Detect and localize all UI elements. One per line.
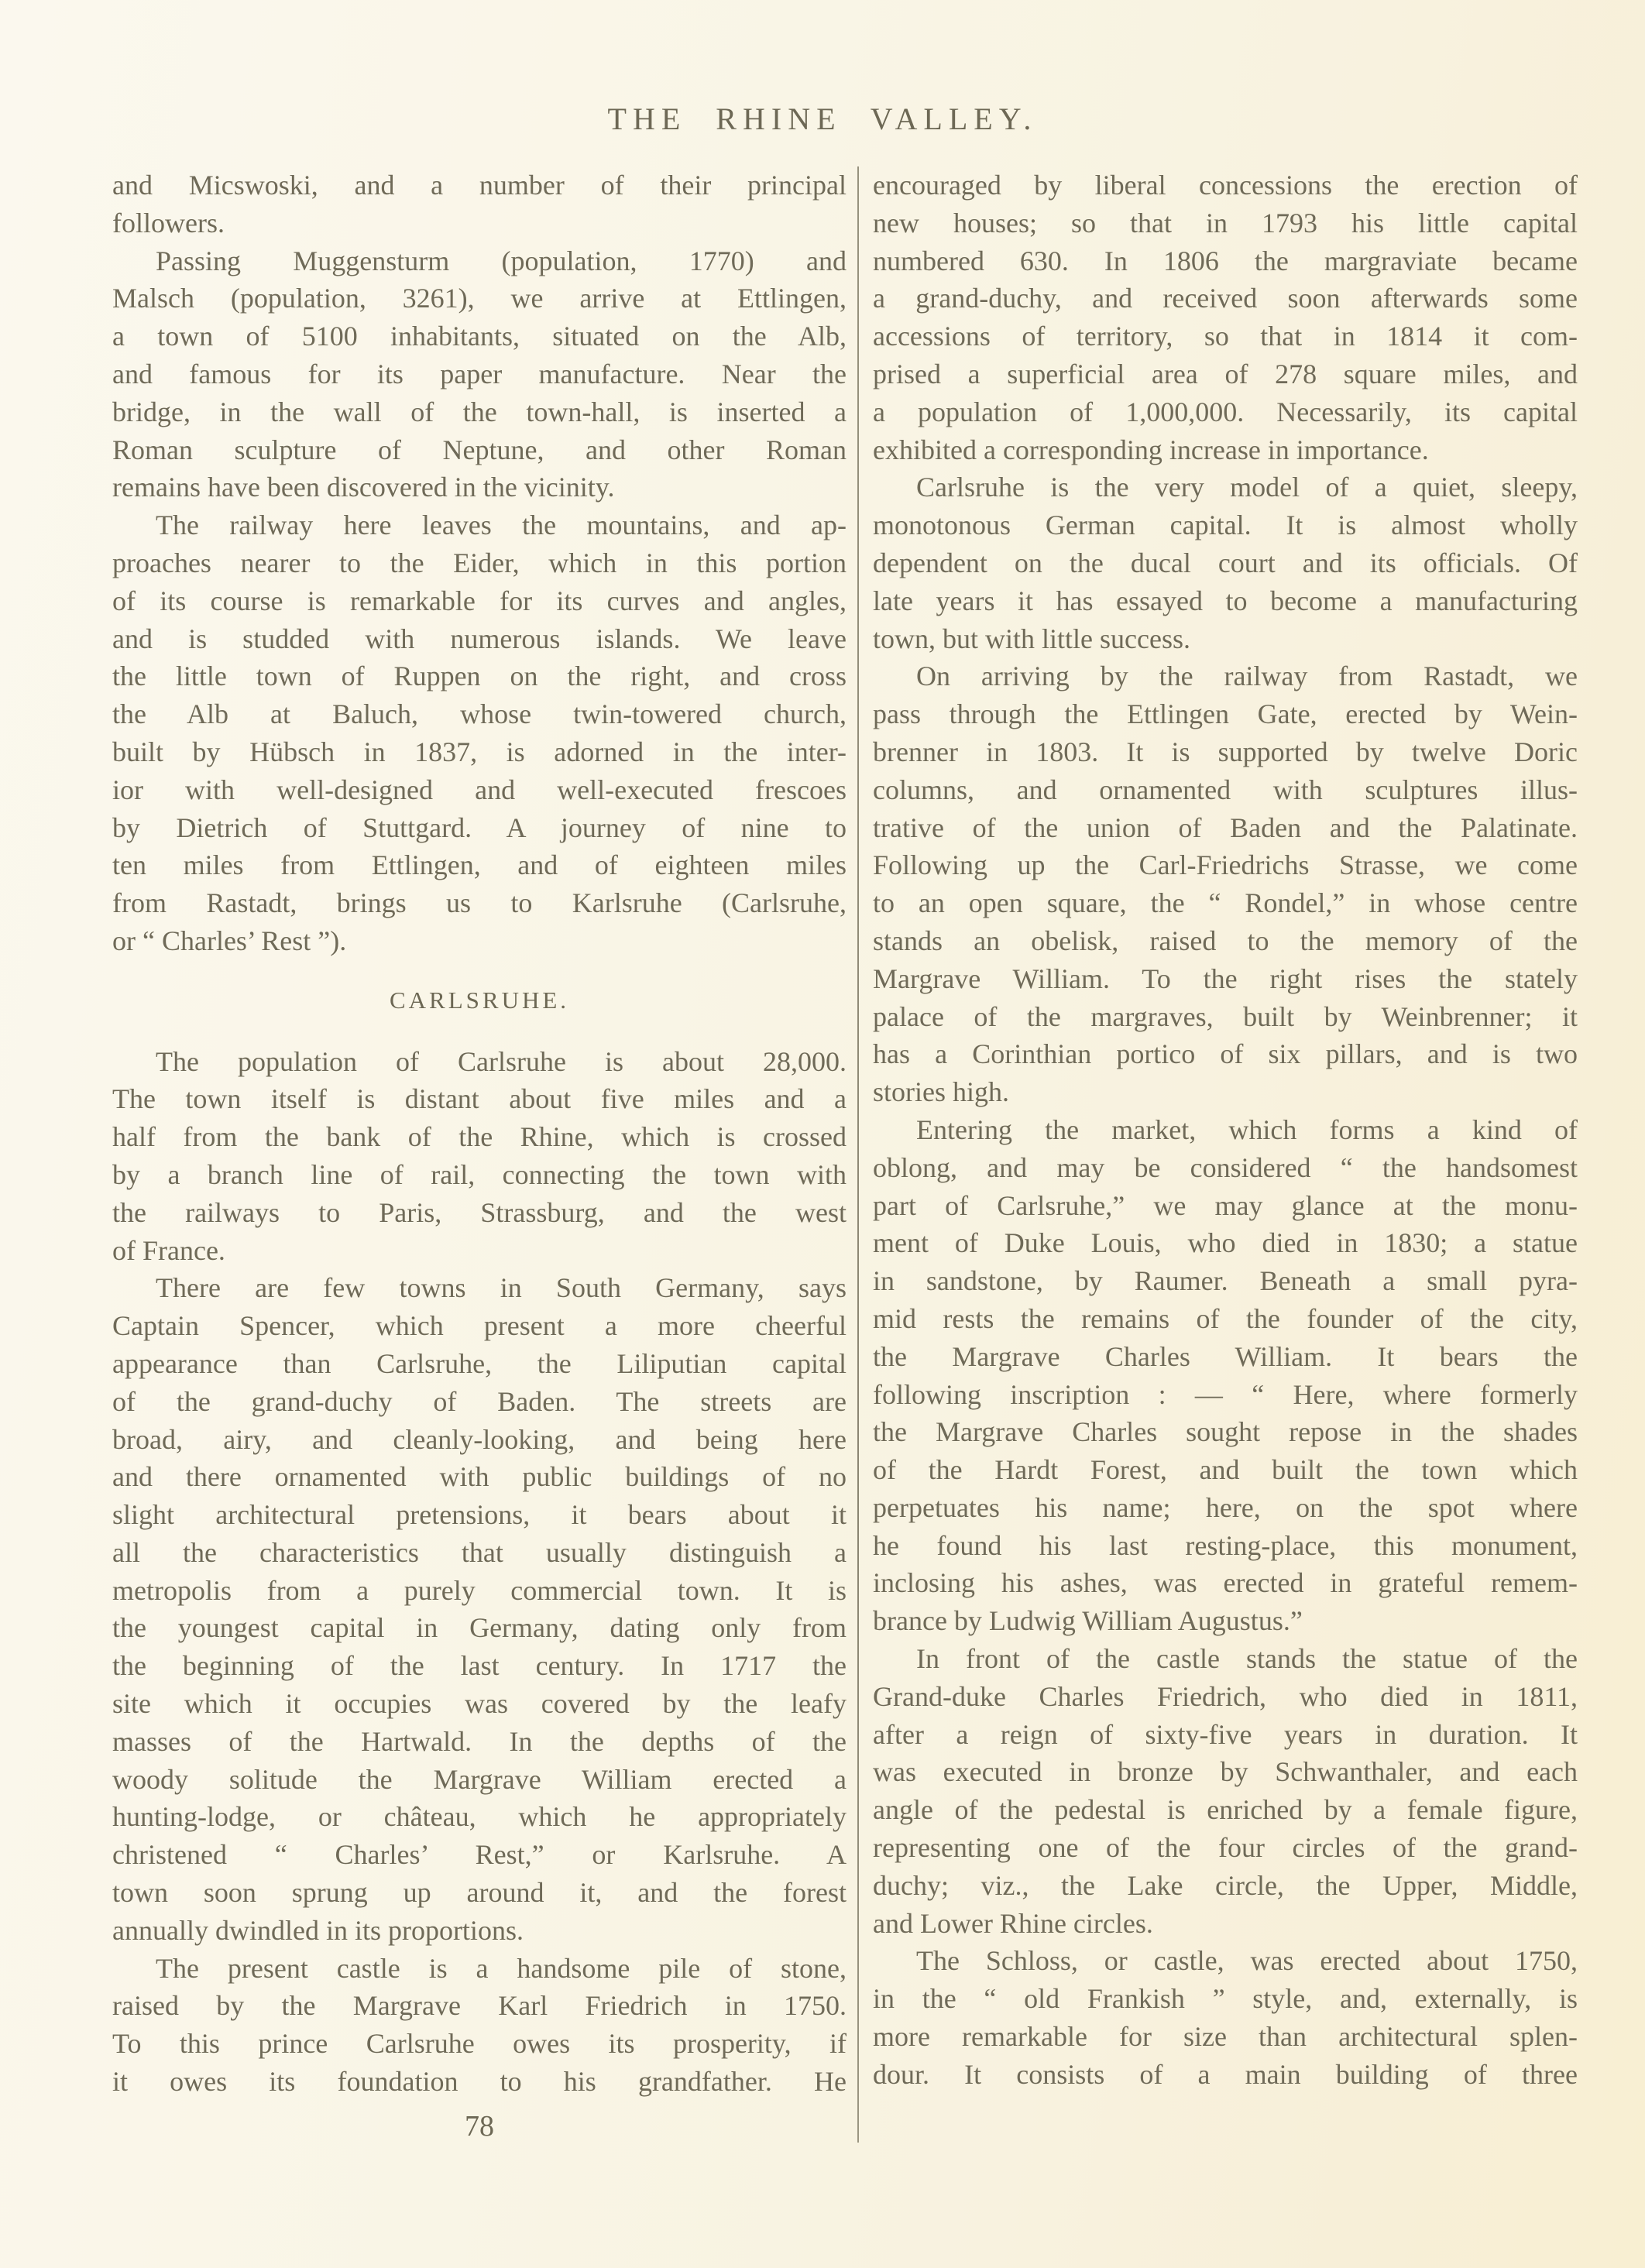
text-line: from Rastadt, brings us to Karlsruhe (Carlsruhe, [112,887,847,919]
text-line: of its course is remarkable for its curves and angles, [112,585,847,616]
text-line: remains have been discovered in the vicinity. [112,472,615,503]
text-line: Captain Spencer, which present a more cheerful [112,1310,847,1342]
text-line: bridge, in the wall of the town-hall, is inserted a [112,396,847,427]
text-line: inclosing his ashes, was erected in grateful remem- [873,1567,1578,1599]
text-line: a population of 1,000,000. Necessarily, its capital [873,396,1578,427]
text-line: monotonous German capital. It is almost wholly [873,510,1578,541]
text-line: of France. [112,1234,225,1266]
text-line: The population of Carlsruhe is about 28,000. [156,1045,847,1077]
text-line: ment of Duke Louis, who died in 1830; a statue [873,1227,1578,1259]
text-line: a town of 5100 inhabitants, situated on the Alb, [112,321,847,352]
text-line: proaches nearer to the Eider, which in this portion [112,547,847,578]
text-line: of the grand-duchy of Baden. The streets are [112,1385,847,1417]
text-line: ten miles from Ettlingen, and of eighteen miles [112,849,847,881]
text-line: ior with well-designed and well-executed frescoes [112,774,847,805]
text-line: hunting-lodge, or château, which he appropriately [112,1801,847,1833]
text-line: encouraged by liberal concessions the erection of [873,170,1578,201]
text-line: exhibited a corresponding increase in importance. [873,434,1429,465]
text-line: christened “ Charles’ Rest,” or Karlsruhe. A [112,1839,847,1871]
text-line: by a branch line of rail, connecting the town with [112,1158,847,1190]
text-line: town soon sprung up around it, and the forest [112,1877,847,1909]
text-line: part of Carlsruhe,” we may glance at the monu- [873,1189,1578,1221]
text-line: dour. It consists of a main building of three [873,2058,1578,2090]
page-number: 78 [465,2110,494,2143]
text-line: In front of the castle stands the statue of the [916,1643,1578,1675]
text-line: the youngest capital in Germany, dating only from [112,1612,847,1644]
text-line: representing one of the four circles of the grand- [873,1832,1578,1864]
text-line: oblong, and may be considered “ the handsomest [873,1151,1578,1183]
text-line: duchy; viz., the Lake circle, the Upper, Middle, [873,1869,1578,1901]
text-line: the Margrave Charles sought repose in the shades [873,1416,1578,1448]
text-line: or “ Charles’ Rest ”). [112,925,347,956]
text-line: stands an obelisk, raised to the memory of the [873,925,1578,956]
text-line: and Lower Rhine circles. [873,1907,1153,1939]
text-line: in sandstone, by Raumer. Beneath a small pyra- [873,1265,1578,1297]
right-column [873,166,1578,2094]
text-line: to an open square, the “ Rondel,” in whose centre [873,887,1578,919]
text-line: the railways to Paris, Strassburg, and the west [112,1196,847,1228]
text-line: woody solitude the Margrave William erected a [112,1763,847,1795]
text-line: town, but with little success. [873,623,1190,654]
text-line: prised a superficial area of 278 square miles, and [873,358,1578,389]
text-line: and is studded with numerous islands. We leave [112,623,847,654]
text-line: Roman sculpture of Neptune, and other Roman [112,434,847,465]
text-columns [112,166,1578,2143]
text-line: site which it occupies was covered by the leafy [112,1688,847,1720]
text-line: and famous for its paper manufacture. Near the [112,358,847,389]
text-line: perpetuates his name; here, on the spot where [873,1491,1578,1523]
section-heading: CARLSRUHE. [389,986,570,1014]
text-line: dependent on the ducal court and its officials. Of [873,547,1578,578]
text-line: stories high. [873,1076,1009,1108]
text-line: was executed in bronze by Schwanthaler, and each [873,1756,1578,1788]
text-line: he found his last resting-place, this monument, [873,1529,1578,1561]
text-line: in the “ old Frankish ” style, and, externally, is [873,1983,1578,2015]
text-line: columns, and ornamented with sculptures illus- [873,774,1578,805]
text-line: There are few towns in South Germany, says [156,1272,847,1304]
text-line: it owes its foundation to his grandfather. He [112,2066,847,2098]
text-line: accessions of territory, so that in 1814 it com- [873,321,1578,352]
text-line: Grand-duke Charles Friedrich, who died in 1811, [873,1680,1578,1712]
text-line: To this prince Carlsruhe owes its prosperity, if [112,2028,847,2060]
text-line: Malsch (population, 3261), we arrive at Ettlingen, [112,283,847,314]
text-line: On arriving by the railway from Rastadt, we [916,660,1578,692]
column-divider-rule [857,166,859,2143]
text-line: brance by Ludwig William Augustus.” [873,1605,1303,1637]
text-line: The present castle is a handsome pile of stone, [156,1952,847,1984]
text-line: numbered 630. In 1806 the margraviate became [873,245,1578,276]
text-line: pass through the Ettlingen Gate, erected by Wein- [873,698,1578,730]
text-line: more remarkable for size than architectural splen- [873,2021,1578,2053]
text-line: and there ornamented with public buildings of no [112,1461,847,1493]
text-line: The railway here leaves the mountains, and ap- [156,510,847,541]
text-line: Passing Muggensturm (population, 1770) and [156,245,847,276]
text-line: a grand-duchy, and received soon afterwards some [873,283,1578,314]
text-line: late years it has essayed to become a manufacturing [873,585,1578,616]
text-line: of the Hardt Forest, and built the town which [873,1454,1578,1486]
text-line: by Dietrich of Stuttgard. A journey of nine to [112,811,847,843]
text-line: half from the bank of the Rhine, which is crossed [112,1121,847,1153]
text-line: The Schloss, or castle, was erected about 1750, [916,1945,1578,1977]
text-line: mid rests the remains of the founder of the city, [873,1302,1578,1334]
text-line: metropolis from a purely commercial town. It is [112,1574,847,1606]
text-line: annually dwindled in its proportions. [112,1914,524,1946]
text-line: trative of the union of Baden and the Palatinate. [873,811,1578,843]
left-column [112,166,847,2101]
text-line: appearance than Carlsruhe, the Liliputian capital [112,1347,847,1379]
text-line: followers. [112,207,225,238]
text-line: broad, airy, and cleanly-looking, and being here [112,1423,847,1455]
text-line: and Micswoski, and a number of their principal [112,170,847,201]
text-line: angle of the pedestal is enriched by a female figure, [873,1794,1578,1826]
text-line: brenner in 1803. It is supported by twelve Doric [873,736,1578,767]
running-head: THE RHINE VALLEY. [607,101,1038,136]
text-line: the Margrave Charles William. It bears the [873,1340,1578,1372]
text-line: the beginning of the last century. In 1717 the [112,1650,847,1682]
text-line: masses of the Hartwald. In the depths of the [112,1725,847,1757]
text-line: has a Corinthian portico of six pillars, and is two [873,1038,1578,1070]
text-line: palace of the margraves, built by Weinbrenner; it [873,1000,1578,1032]
text-line: after a reign of sixty-five years in duration. It [873,1718,1578,1750]
text-line: slight architectural pretensions, it bears about it [112,1499,847,1531]
text-line: Carlsruhe is the very model of a quiet, sleepy, [916,472,1578,503]
text-line: new houses; so that in 1793 his little capital [873,207,1578,238]
text-line: the Alb at Baluch, whose twin-towered church, [112,698,847,730]
text-line: built by Hübsch in 1837, is adorned in the inter- [112,736,847,767]
text-line: all the characteristics that usually distinguish a [112,1536,847,1568]
text-line: following inscription : — “ Here, where formerly [873,1378,1578,1410]
text-line: the little town of Ruppen on the right, and cross [112,660,847,692]
text-line: Margrave William. To the right rises the stately [873,962,1578,994]
text-line: The town itself is distant about five miles and a [112,1083,847,1115]
text-line: raised by the Margrave Karl Friedrich in 1750. [112,1990,847,2022]
text-line: Following up the Carl-Friedrichs Strasse, we come [873,849,1578,881]
text-line: Entering the market, which forms a kind of [916,1113,1578,1145]
